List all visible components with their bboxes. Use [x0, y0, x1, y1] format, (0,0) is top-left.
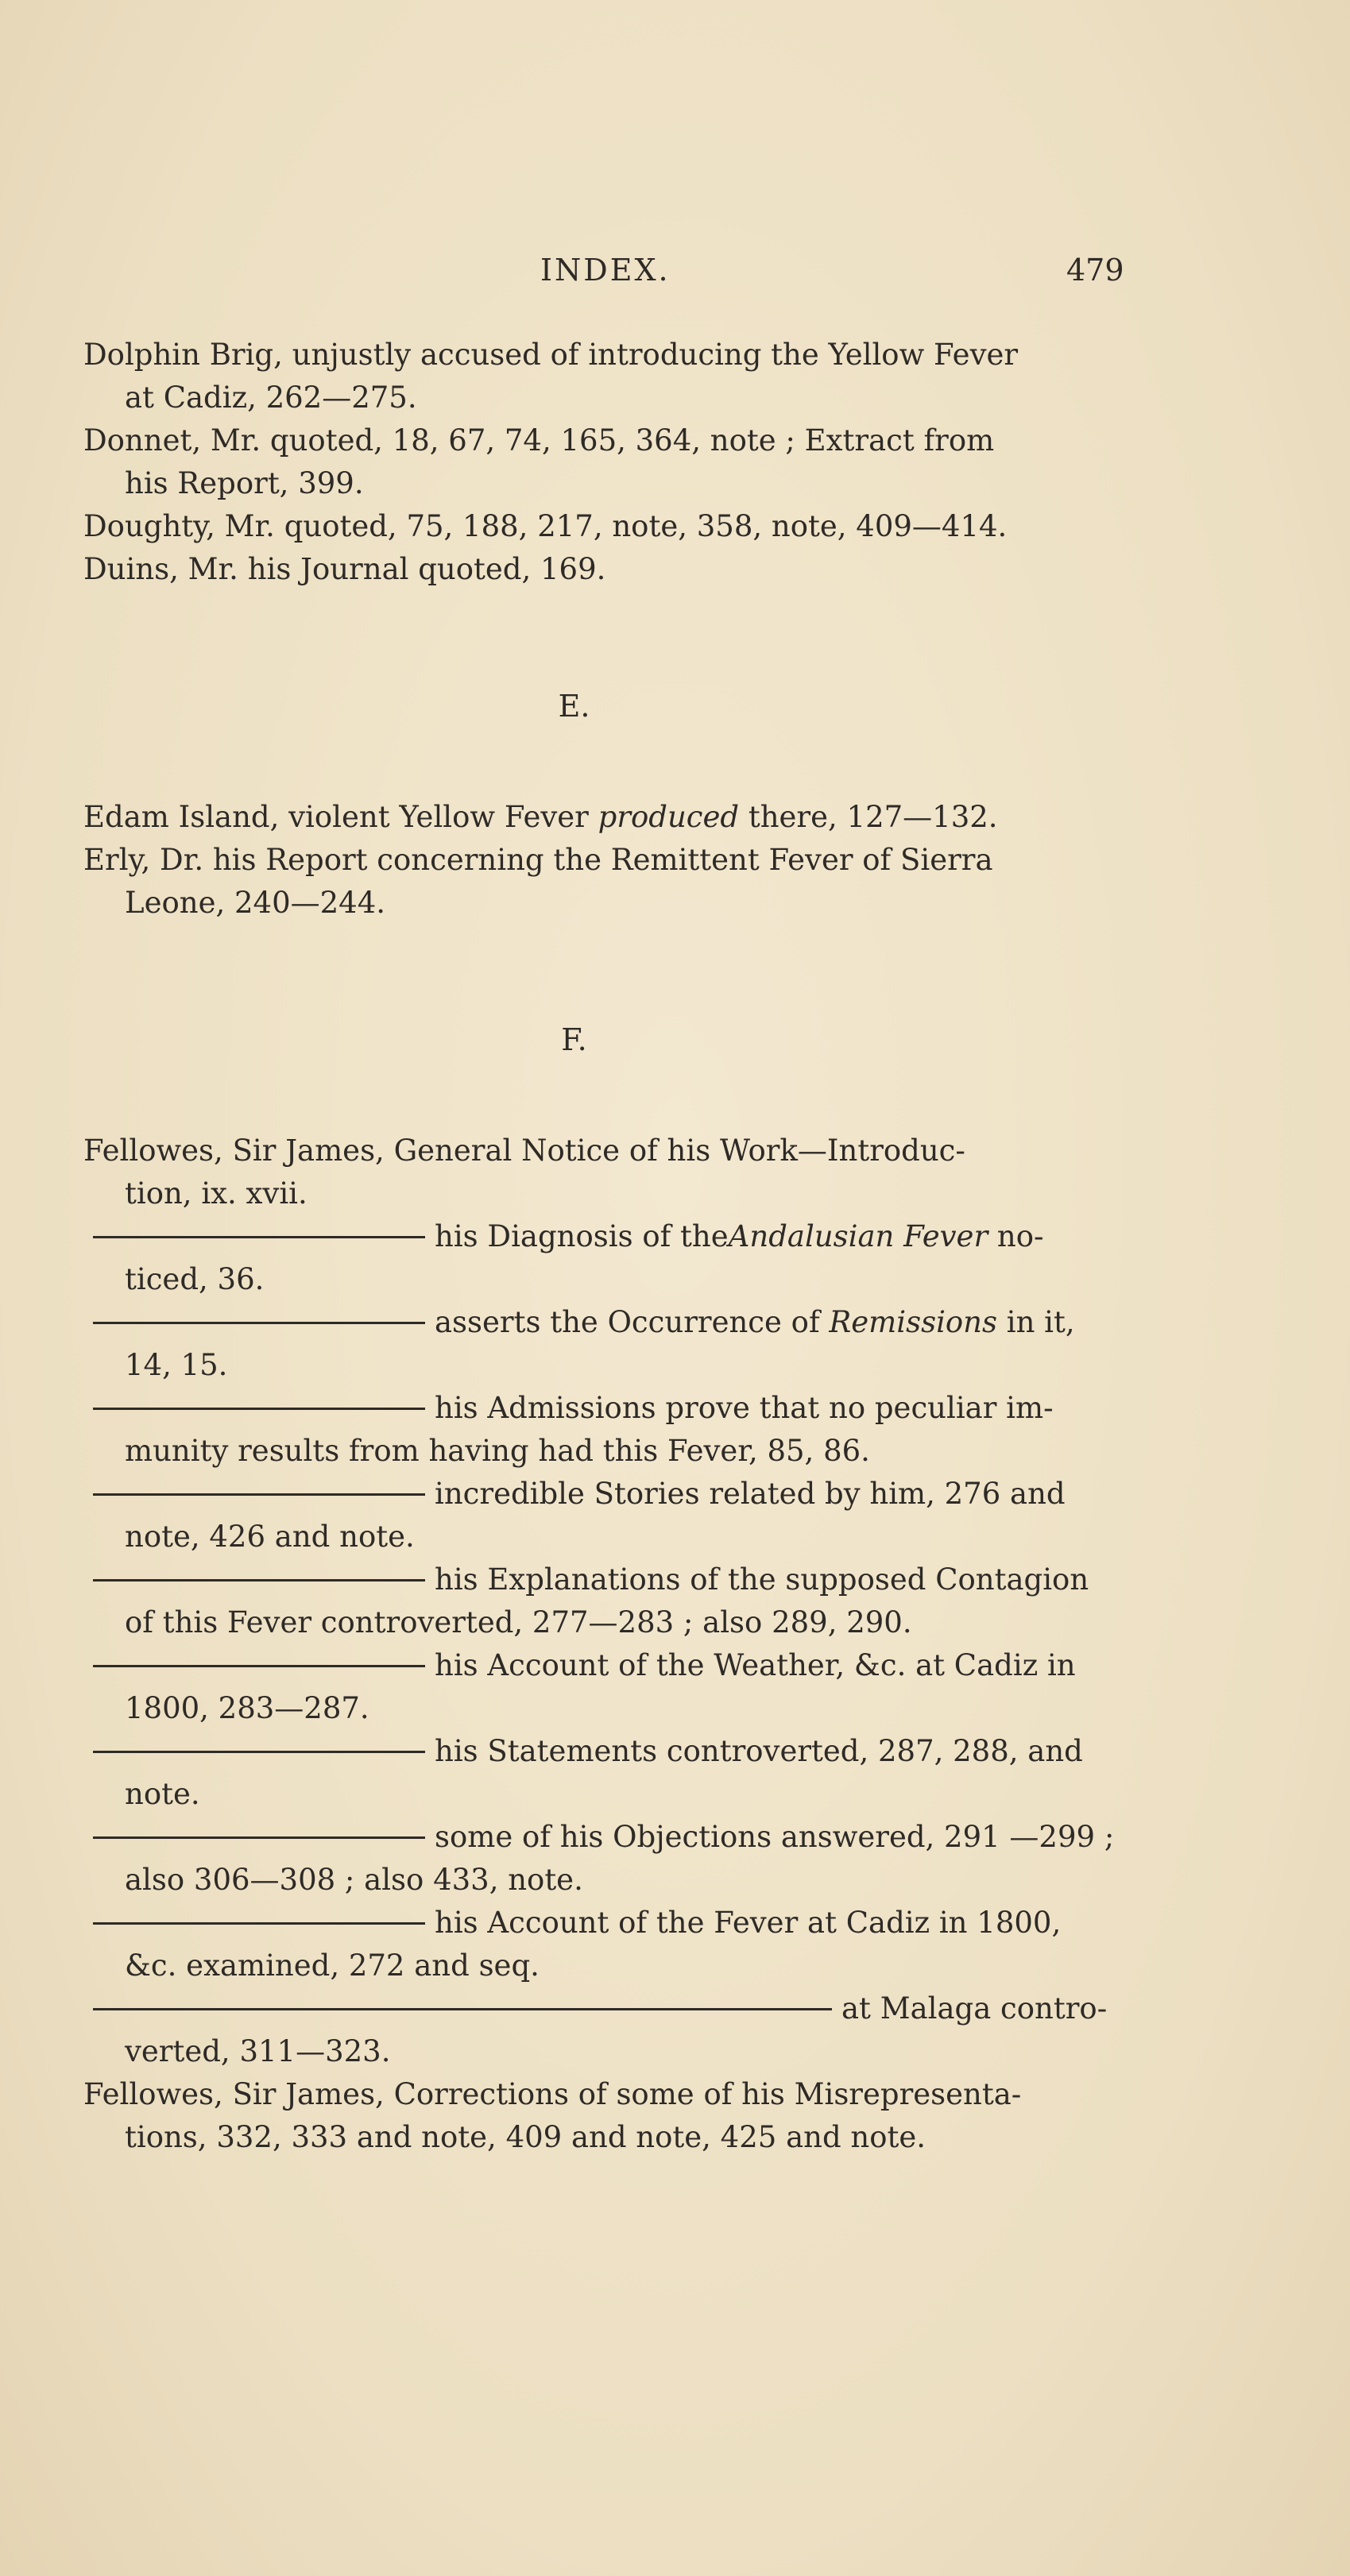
entry-line	[83, 1215, 1140, 1258]
entry-text: some of his Objections answered, 291 —299 ;	[435, 1820, 1115, 1854]
index-entry-edam-island	[83, 796, 1140, 839]
entry-line	[83, 1644, 1140, 1687]
ditto-dash	[93, 1922, 425, 1925]
entry-line	[83, 1473, 1140, 1516]
entry-text: his Explanations of the supposed Contagion	[435, 1562, 1089, 1597]
entry-text: at Malaga contro-	[841, 1991, 1108, 2026]
entry-text: in it,	[997, 1305, 1075, 1339]
entry-text: no-	[988, 1219, 1044, 1253]
entry-line	[83, 1387, 1140, 1430]
ditto-dash	[93, 1579, 425, 1582]
subentry-admissions	[83, 1387, 1140, 1473]
entry-continuation: tions, 332, 333 and note, 409 and note, 425 and note.	[125, 2120, 926, 2154]
index-content	[83, 334, 1140, 2159]
subentry-malaga	[83, 1987, 1140, 2073]
page-header	[0, 253, 1350, 300]
index-entry-fellowes-general	[83, 1130, 1140, 1215]
subentry-diagnosis	[83, 1215, 1140, 1301]
ditto-dash	[93, 1751, 425, 1753]
entry-continuation: also 306—308 ; also 433, note.	[125, 1863, 583, 1897]
ditto-dash	[93, 1665, 425, 1667]
subentry-statements	[83, 1730, 1140, 1816]
entry-line: Fellowes, Sir James, General Notice of his Work—Introduc-	[83, 1134, 965, 1168]
entry-italic-text: produced	[598, 800, 740, 834]
running-title: INDEX.	[540, 253, 671, 288]
entry-line	[83, 1301, 1140, 1344]
entry-continuation: his Report, 399.	[125, 466, 364, 500]
entry-continuation: note.	[125, 1777, 200, 1811]
index-entry-donnet	[83, 419, 1140, 505]
section-heading-f: F.	[561, 1022, 587, 1057]
entry-text: his Account of the Weather, &c. at Cadiz in	[435, 1648, 1076, 1682]
subentry-objections	[83, 1816, 1140, 1902]
entry-continuation: note, 426 and note.	[125, 1520, 415, 1554]
entry-continuation: at Cadiz, 262—275.	[125, 380, 417, 415]
section-heading-e: E.	[558, 689, 590, 724]
entry-line: Doughty, Mr. quoted, 75, 188, 217, note, 358, note, 409—414.	[83, 509, 1008, 543]
entry-line: Donnet, Mr. quoted, 18, 67, 74, 165, 364, note ; Extract from	[83, 423, 995, 458]
entry-text: Edam Island, violent Yellow Fever	[83, 800, 598, 834]
entry-text: his Diagnosis of the	[435, 1219, 729, 1253]
ditto-dash	[93, 2008, 832, 2010]
entry-line: Erly, Dr. his Report concerning the Remittent Fever of Sierra	[83, 843, 993, 877]
index-entry-erly	[83, 839, 1140, 925]
ditto-dash	[93, 1836, 425, 1839]
entry-continuation: &c. examined, 272 and seq.	[125, 1948, 540, 1983]
entry-continuation: of this Fever controverted, 277—283 ; also 289, 290.	[125, 1605, 912, 1639]
entry-text: his Statements controverted, 287, 288, and	[435, 1734, 1083, 1768]
entry-text: his Account of the Fever at Cadiz in 1800,	[435, 1906, 1062, 1940]
entry-line	[83, 1558, 1140, 1601]
entry-text: there, 127—132.	[739, 800, 998, 834]
page-number: 479	[1066, 253, 1124, 288]
subentry-incredible-stories	[83, 1473, 1140, 1558]
subentry-fever-account	[83, 1902, 1140, 1987]
entry-line: Fellowes, Sir James, Corrections of some of his Misrepresenta-	[83, 2077, 1022, 2111]
entry-text: his Admissions prove that no peculiar im-	[435, 1391, 1054, 1425]
entry-line: Dolphin Brig, unjustly accused of introducing the Yellow Fever	[83, 338, 1019, 372]
index-entry-doughty	[83, 505, 1140, 548]
index-entry-dolphin-brig	[83, 334, 1140, 419]
entry-continuation: munity results from having had this Fever, 85, 86.	[125, 1434, 870, 1468]
entry-line	[83, 1902, 1140, 1945]
ditto-dash	[93, 1493, 425, 1496]
entry-line: Duins, Mr. his Journal quoted, 169.	[83, 552, 606, 586]
entry-continuation: tion, ix. xvii.	[125, 1176, 308, 1211]
index-entry-fellowes-corrections	[83, 2073, 1140, 2159]
entry-italic-text: Remissions	[829, 1305, 997, 1339]
entry-continuation: Leone, 240—244.	[125, 886, 385, 920]
subentry-explanations	[83, 1558, 1140, 1644]
ditto-dash	[93, 1322, 425, 1324]
entry-continuation: verted, 311—323.	[125, 2034, 391, 2068]
ditto-dash	[93, 1236, 425, 1238]
entry-text: incredible Stories related by him, 276 and	[435, 1477, 1066, 1511]
ditto-dash	[93, 1408, 425, 1410]
entry-continuation: 1800, 283—287.	[125, 1691, 369, 1725]
entry-continuation: 14, 15.	[125, 1348, 228, 1382]
entry-text: asserts the Occurrence of	[435, 1305, 830, 1339]
entry-italic-text: Andalusian Fever	[728, 1219, 988, 1253]
entry-line	[83, 1816, 1140, 1859]
subentry-weather-account	[83, 1644, 1140, 1730]
entry-line	[83, 796, 1140, 839]
entry-line	[83, 1987, 1140, 2030]
entry-line	[83, 1730, 1140, 1773]
index-entry-duins	[83, 548, 1140, 591]
entry-continuation: ticed, 36.	[125, 1262, 265, 1296]
subentry-remissions	[83, 1301, 1140, 1387]
